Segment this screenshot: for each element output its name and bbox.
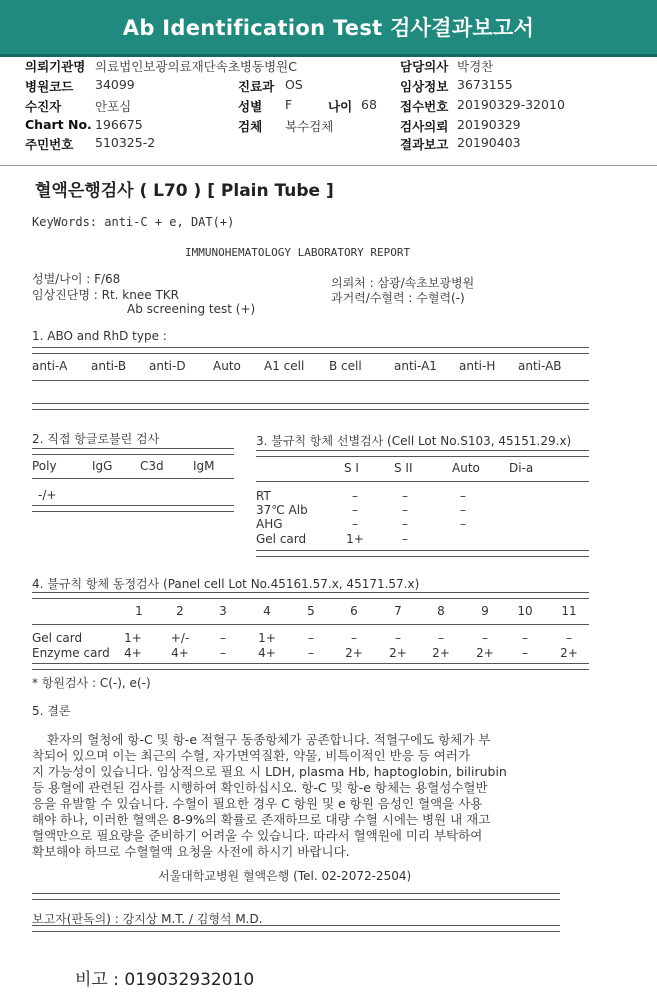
screen-value: – [402,503,408,517]
screen-value: – [460,503,466,517]
conclusion-line: 등 용혈에 관련된 검사를 시행하여 확인하십시오. 항-C 및 항-e 항체는 용혈성수혈반 [32,780,488,795]
title-bar [0,0,657,57]
panel-cell-number: 3 [219,604,227,618]
header-label: 결과보고 [400,137,449,152]
screen-column: Di-a [509,461,534,475]
enzyme-result: 2+ [432,646,450,660]
report-title: 혈액은행검사 ( L70 ) [ Plain Tube ] [35,181,334,201]
panel-cell-number: 6 [350,604,358,618]
abo-column: anti-B [91,359,127,373]
enzyme-result: 2+ [389,646,407,660]
screen-value: 1+ [346,532,364,546]
double-rule [32,505,234,512]
document-title: Ab Identification Test 검사결과보고서 [122,16,535,40]
abo-column: B cell [329,359,362,373]
single-rule [32,478,234,479]
header-label: 병원코드 [25,79,74,94]
screen-value: – [402,489,408,503]
enzyme-result: 4+ [171,646,189,660]
double-rule [32,592,589,599]
screen-value: – [460,517,466,531]
screen-column: Auto [452,461,480,475]
sex-age: 성별/나이 : F/68 [32,272,121,286]
screen-row-label: Gel card [256,532,307,546]
header-value: 196675 [95,117,143,132]
header-label: 담당의사 [400,59,449,74]
hospital-blood-bank: 서울대학교병원 혈액은행 (Tel. 02-2072-2504) [158,869,412,883]
single-rule [32,380,589,381]
panel-cell-number: 9 [481,604,489,618]
header-label: 진료과 [238,79,275,94]
abo-column: anti-AB [518,359,562,373]
screen-row-label: RT [256,489,271,503]
double-rule [32,893,560,900]
gel-result: 1+ [124,631,142,645]
gel-card-label: Gel card [32,631,83,645]
header-value: 20190403 [457,135,521,150]
header-value: 20190329-32010 [457,97,565,112]
panel-cell-number: 2 [176,604,184,618]
header-value: 68 [361,97,377,112]
gel-result: – [522,631,528,645]
conclusion-line: 해야 하나, 이러한 혈액은 8-9%의 확률로 존재하므로 대량 수혈 시에는 병원 내 재고 [32,812,491,827]
section-3-heading: 3. 불규칙 항체 선별검사 (Cell Lot No.S103, 45151.29.x) [256,434,572,448]
abo-column: anti-H [459,359,496,373]
footer-note: 비고 : 019032932010 [75,970,255,990]
enzyme-result: 2+ [476,646,494,660]
header-value: F [285,97,293,112]
gel-result: 1+ [258,631,276,645]
gel-result: – [438,631,444,645]
panel-cell-number: 7 [394,604,402,618]
panel-cell-number: 4 [263,604,271,618]
header-value: 3673155 [457,77,513,92]
conclusion-line: 지 가능성이 있습니다. 임상적으로 필요 시 LDH, plasma Hb, haptoglobin, bilirubin [32,764,507,779]
header-label: 주민번호 [25,137,74,152]
screen-column: S II [394,461,413,475]
header-label: Chart No. [25,117,92,132]
section-1-heading: 1. ABO and RhD type : [32,329,167,343]
header-label: 수진자 [25,99,62,114]
transfusion-history: 과거력/수혈력 : 수혈력(-) [331,291,465,305]
dat-column: Poly [32,459,57,473]
screen-value: – [402,532,408,546]
header-value: 34099 [95,77,135,92]
double-rule [32,925,560,932]
gel-result: – [395,631,401,645]
header-value: 의료법인보광의료재단속초병동병원C [95,59,297,74]
screen-value: – [352,517,358,531]
conclusion-line: 착되어 있으며 이는 최근의 수혈, 자가면역질환, 약물, 비특이적인 반응 등 여러가 [32,748,471,763]
conclusion-line: 확보해야 하므로 수혈혈액 요청을 사전에 하시기 바랍니다. [32,844,350,859]
screen-row-label: 37℃ Alb [256,503,308,517]
double-rule [256,550,589,557]
gel-result: +/- [170,631,190,645]
section-4-heading: 4. 불규칙 항체 동정검사 (Panel cell Lot No.45161.57.x, 45171.57.x) [32,577,420,591]
screen-value: – [352,489,358,503]
header-label: 검사의뢰 [400,119,449,134]
gel-result: – [482,631,488,645]
header-label: 접수번호 [400,99,449,114]
enzyme-result: – [308,646,314,660]
double-rule [32,663,589,670]
panel-cell-number: 10 [517,604,533,618]
abo-column: anti-D [149,359,186,373]
header-value: 510325-2 [95,135,156,150]
requester: 의뢰처 : 삼광/속초보광병원 [331,276,475,290]
panel-cell-number: 8 [437,604,445,618]
screen-value: – [402,517,408,531]
header-label: 나이 [328,99,353,114]
double-rule [32,403,589,410]
dat-poly-value: -/+ [38,488,57,502]
header-divider [0,165,657,166]
enzyme-result: 4+ [124,646,142,660]
gel-result: – [308,631,314,645]
screen-column: S I [344,461,359,475]
double-rule [32,347,589,354]
enzyme-card-label: Enzyme card [32,646,110,660]
enzyme-result: 4+ [258,646,276,660]
abo-column: anti-A [32,359,68,373]
conclusion-line: 환자의 혈청에 항-C 및 항-e 적혈구 동종항체가 공존합니다. 적혈구에도 항체가 부 [47,732,491,747]
abo-column: anti-A1 [394,359,437,373]
gel-result: – [566,631,572,645]
screen-value: – [352,503,358,517]
header-label: 검체 [238,119,263,134]
header-value: 복수검체 [285,119,334,134]
reporter: 보고자(판독의) : 강지상 M.T. / 김형석 M.D. [32,912,263,926]
conclusion-line: 혈액만으로 필요량을 준비하기 어려울 수 있습니다. 따라서 혈액원에 미리 부탁하여 [32,828,483,843]
panel-cell-number: 11 [561,604,577,618]
clinical-diagnosis: 임상진단명 : Rt. knee TKR [32,288,179,302]
dat-column: IgM [193,459,215,473]
conclusion-line: 응을 유발할 수 있습니다. 수혈이 필요한 경우 C 항원 및 e 항원 음성인 혈액을 사용 [32,796,483,811]
double-rule [32,448,234,455]
header-label: 의뢰기관명 [25,59,86,74]
gel-result: – [351,631,357,645]
panel-cell-number: 1 [135,604,143,618]
dat-column: C3d [140,459,164,473]
single-rule [32,624,589,625]
gel-result: – [220,631,226,645]
enzyme-result: – [220,646,226,660]
header-value: 박경찬 [457,59,494,74]
enzyme-result: 2+ [345,646,363,660]
section-2-heading: 2. 직접 항글로불린 검사 [32,432,160,446]
single-rule [256,481,589,482]
header-value: 안포심 [95,99,132,114]
abo-column: Auto [213,359,241,373]
abo-column: A1 cell [264,359,305,373]
double-rule [256,450,589,457]
screen-value: – [460,489,466,503]
lab-report-title: IMMUNOHEMATOLOGY LABORATORY REPORT [185,246,411,259]
panel-cell-number: 5 [307,604,315,618]
header-label: 성별 [238,99,263,114]
dat-column: IgG [92,459,113,473]
enzyme-result: 2+ [560,646,578,660]
enzyme-result: – [522,646,528,660]
clinical-diagnosis-2: Ab screening test (+) [127,302,256,316]
header-value: 20190329 [457,117,521,132]
antigen-test: * 항원검사 : C(-), e(-) [32,676,151,690]
screen-row-label: AHG [256,517,283,531]
keywords: KeyWords: anti-C + e, DAT(+) [32,215,235,229]
header-value: OS [285,77,303,92]
section-5-heading: 5. 결론 [32,704,71,718]
header-label: 임상정보 [400,79,449,94]
